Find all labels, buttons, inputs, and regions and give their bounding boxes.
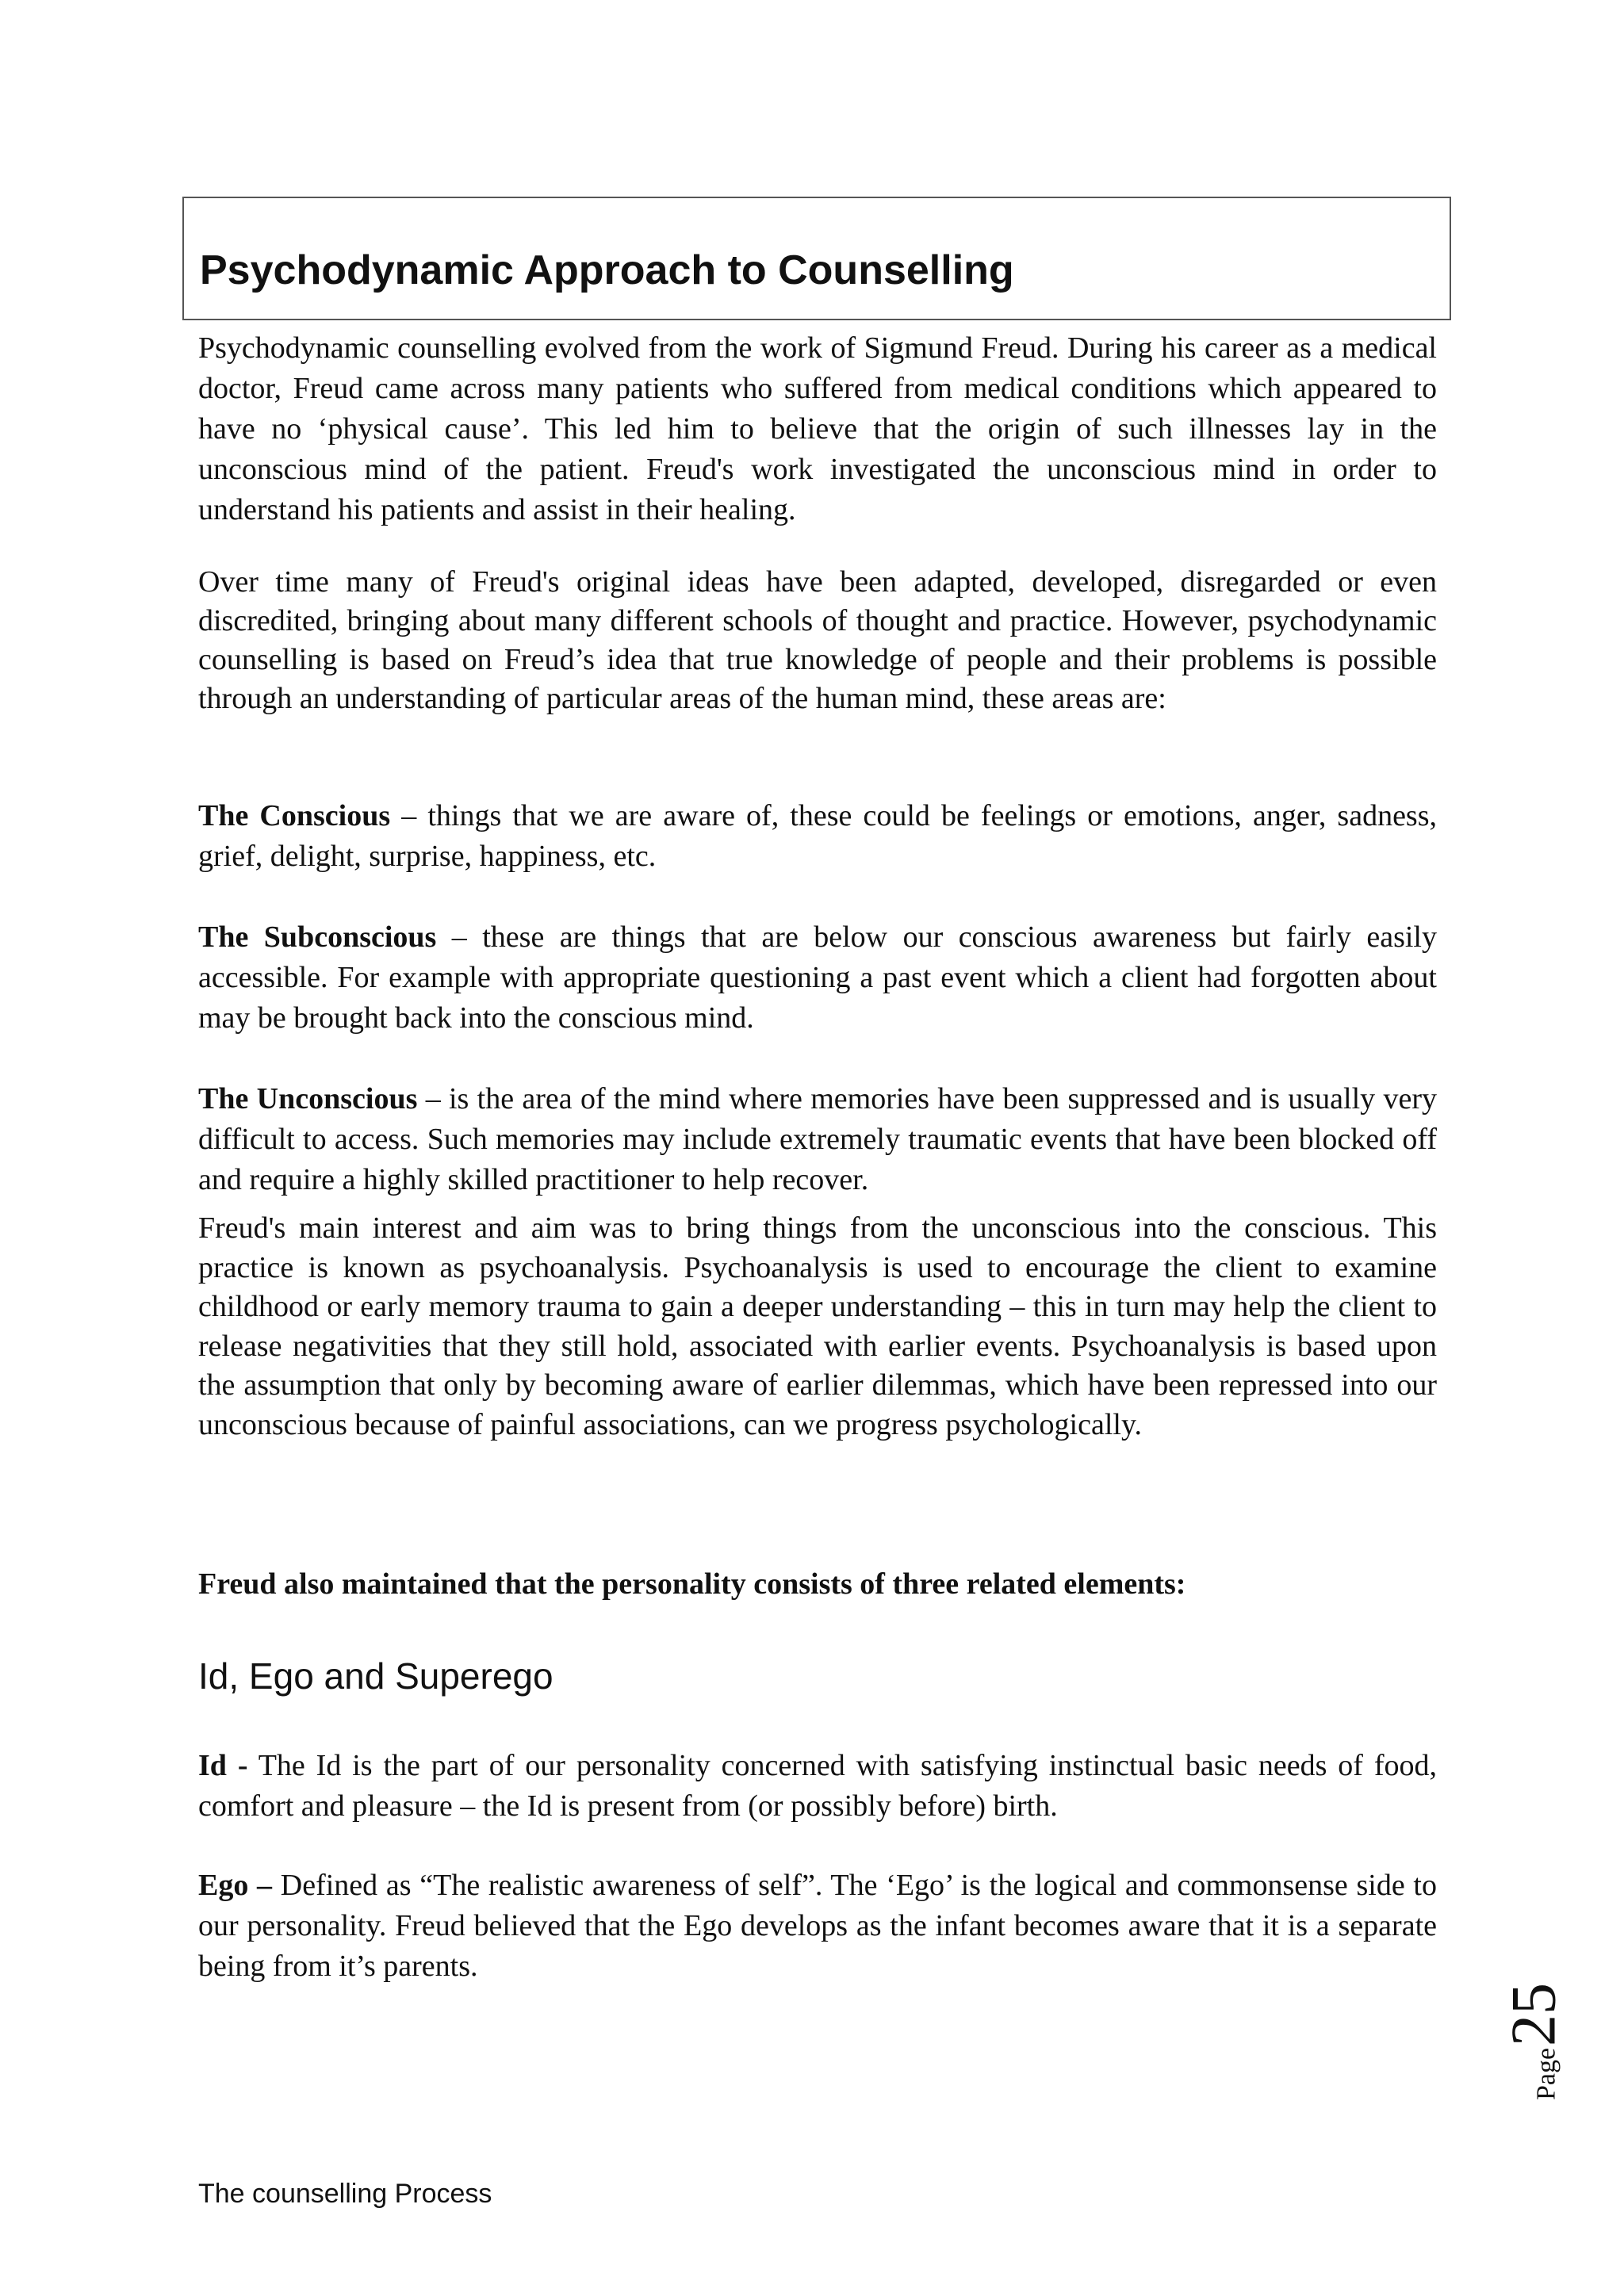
element-id-term: Id -: [198, 1749, 248, 1782]
area-conscious-text: – things that we are aware of, these could be feelings or emotions, anger, sadness, grief, delight, surprise, happiness, etc.: [198, 799, 1438, 873]
page-word: Page: [1531, 2047, 1561, 2101]
footer-text: The counselling Process: [198, 2179, 492, 2209]
page-number: 25: [1499, 1982, 1569, 2046]
intro-paragraph-2: Over time many of Freud's original ideas have been adapted, developed, disregarded or even discredited, bringing about many different schools of thought and practice. However, psychodynamic counselling is based on Freud’s idea that true knowledge of people and their problems is possible through an understanding of particular areas of the human mind, these areas are:: [198, 565, 1437, 715]
area-conscious-term: The Conscious: [198, 799, 391, 832]
element-id-text: The Id is the part of our personality concerned with satisfying instinctual basic needs of food, comfort and pleasure – the Id is present from (or possibly before) birth.: [198, 1749, 1438, 1823]
page-title: Psychodynamic Approach to Counselling: [200, 247, 1014, 293]
element-id: [198, 1746, 1437, 1827]
psychoanalysis-paragraph: Freud's main interest and aim was to bring things from the unconscious into the conscious. This practice is known as psychoanalysis. Psychoanalysis is used to encourage the client to examine childhood or early memory trauma to gain a deeper understanding – this in turn may help the client to release negativities that they still hold, associated with earlier events. Psychoanalysis is based upon the assumption that only by becoming aware of earlier dilemmas, which have been repressed into our unconscious because of painful associations, can we progress psychologically.: [198, 1211, 1437, 1441]
personality-lead: Freud also maintained that the personality consists of three related elements:: [198, 1567, 1186, 1601]
section-heading: Id, Ego and Superego: [198, 1655, 553, 1697]
area-subconscious-term: The Subconscious: [198, 920, 437, 954]
intro-paragraph-1: Psychodynamic counselling evolved from the work of Sigmund Freud. During his career as a medical doctor, Freud came across many patients who suffered from medical conditions which appeared to have no ‘physical cause’. This led him to believe that the origin of such illnesses lay in the unconscious mind of the patient. Freud's work investigated the unconscious mind in order to understand his patients and assist in their healing.: [198, 331, 1437, 526]
area-conscious: [198, 796, 1437, 877]
element-ego: [198, 1866, 1437, 1987]
area-unconscious-term: The Unconscious: [198, 1082, 418, 1115]
area-unconscious: [198, 1079, 1437, 1200]
area-unconscious-text: – is the area of the mind where memories have been suppressed and is usually very difficult to access. Such memories may include extremely traumatic events that have been blocked off and require a highly skilled practitioner to help recover.: [198, 1082, 1437, 1196]
element-ego-text: Defined as “The realistic awareness of self”. The ‘Ego’ is the logical and commonsense side to our personality. Freud believed that the Ego develops as the infant becomes aware that it is a separate being from it’s parents.: [198, 1869, 1437, 1983]
area-subconscious: [198, 917, 1437, 1039]
page-number-label: [1491, 1950, 1578, 2133]
element-ego-term: Ego –: [198, 1869, 273, 1902]
title-box: [182, 197, 1451, 320]
area-subconscious-text: – these are things that are below our conscious awareness but fairly easily accessible. For example with appropriate questioning a past event which a client had forgotten about may be brought back into the conscious mind.: [198, 920, 1437, 1035]
